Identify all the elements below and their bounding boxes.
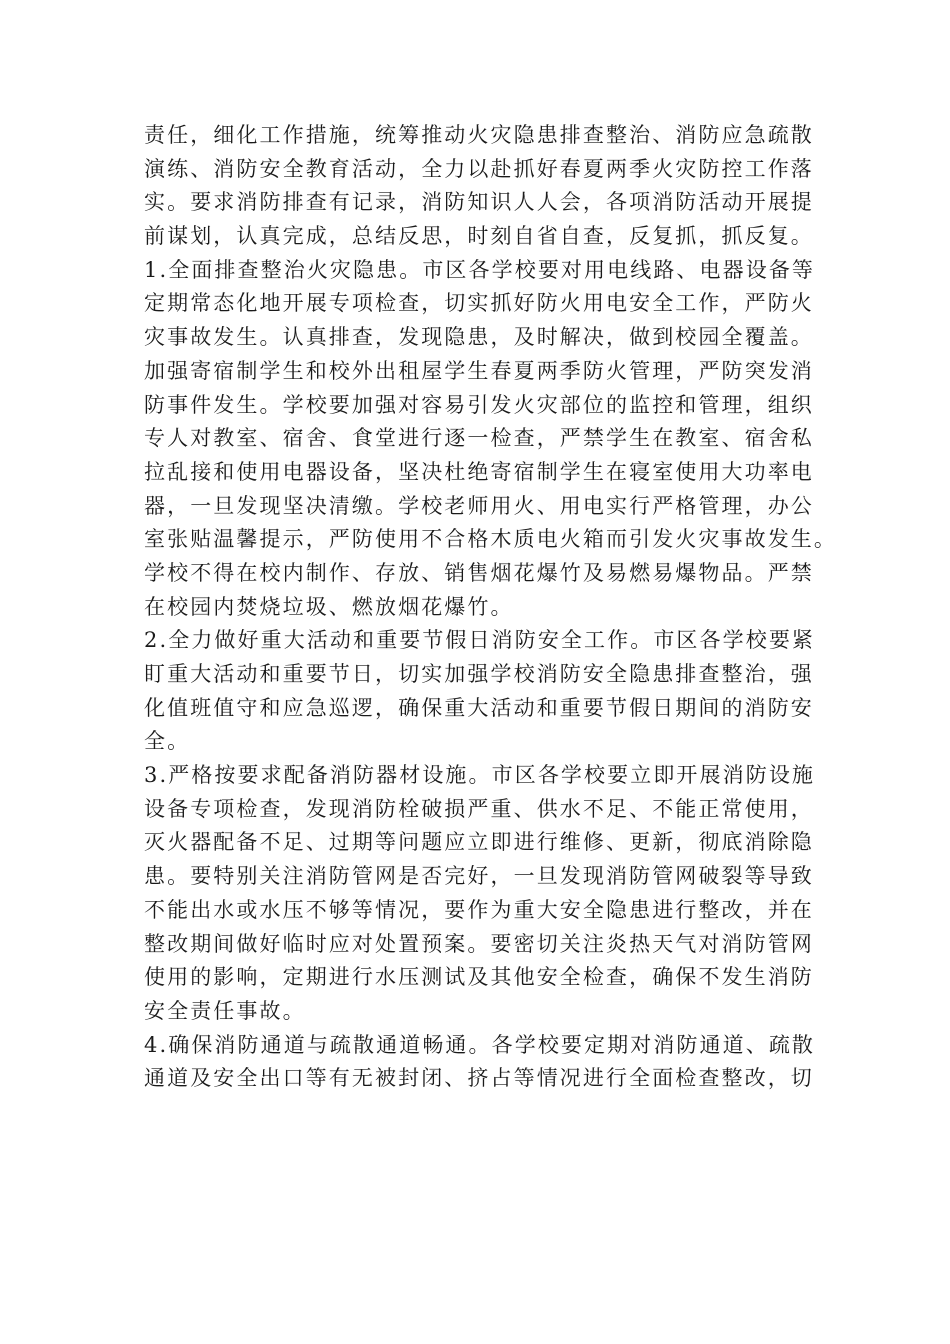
text-line: 专人对教室、宿舍、食堂进行逐一检查，严禁学生在教室、宿舍私 — [144, 426, 814, 451]
text-line: 2.全力做好重大活动和重要节假日消防安全工作。市区各学校要紧 — [144, 628, 816, 653]
text-line: 实。要求消防排查有记录，消防知识人人会，各项消防活动开展提 — [144, 190, 814, 215]
text-line: 灭火器配备不足、过期等问题应立即进行维修、更新，彻底消除隐 — [144, 830, 814, 855]
text-line: 化值班值守和应急巡逻，确保重大活动和重要节假日期间的消防安 — [144, 695, 814, 720]
text-line: 在校园内焚烧垃圾、燃放烟花爆竹。 — [144, 594, 514, 619]
text-line: 4.确保消防通道与疏散通道畅通。各学校要定期对消防通道、疏散 — [144, 1032, 816, 1057]
text-line: 不能出水或水压不够等情况，要作为重大安全隐患进行整改，并在 — [144, 897, 814, 922]
text-line: 定期常态化地开展专项检查，切实抓好防火用电安全工作，严防火 — [144, 291, 814, 316]
text-line: 整改期间做好临时应对处置预案。要密切关注炎热天气对消防管网 — [144, 931, 814, 956]
text-line: 3.严格按要求配备消防器材设施。市区各学校要立即开展消防设施 — [144, 763, 816, 788]
text-line: 盯重大活动和重要节日，切实加强学校消防安全隐患排查整治，强 — [144, 662, 814, 686]
text-line: 防事件发生。学校要加强对容易引发火灾部位的监控和管理，组织 — [144, 392, 814, 417]
text-line: 设备专项检查，发现消防栓破损严重、供水不足、不能正常使用， — [144, 796, 814, 821]
text-line: 全。 — [144, 729, 191, 754]
text-line: 拉乱接和使用电器设备，坚决杜绝寄宿制学生在寝室使用大功率电 — [144, 459, 814, 484]
text-line: 患。要特别关注消防管网是否完好，一旦发现消防管网破裂等导致 — [144, 864, 814, 889]
text-line: 室张贴温馨提示，严防使用不合格木质电火箱而引发火灾事故发生。 — [144, 527, 837, 552]
document-body-text — [144, 119, 837, 1096]
text-line: 责任，细化工作措施，统筹推动火灾隐患排查整治、消防应急疏散 — [144, 123, 814, 147]
text-line: 使用的影响，定期进行水压测试及其他安全检查，确保不发生消防 — [144, 965, 814, 990]
text-line: 器，一旦发现坚决清缴。学校老师用火、用电实行严格管理，办公 — [144, 493, 814, 518]
text-line: 演练、消防安全教育活动，全力以赴抓好春夏两季火灾防控工作落 — [144, 156, 814, 181]
text-line: 加强寄宿制学生和校外出租屋学生春夏两季防火管理，严防突发消 — [144, 358, 814, 383]
text-line: 灾事故发生。认真排查，发现隐患，及时解决，做到校园全覆盖。 — [144, 325, 814, 350]
text-line: 前谋划，认真完成，总结反思，时刻自省自查，反复抓，抓反复。 — [144, 224, 814, 249]
text-line: 学校不得在校内制作、存放、销售烟花爆竹及易燃易爆物品。严禁 — [144, 560, 814, 585]
text-line: 安全责任事故。 — [144, 998, 306, 1023]
text-line: 1.全面排查整治火灾隐患。市区各学校要对用电线路、电器设备等 — [144, 257, 816, 282]
text-line: 通道及安全出口等有无被封闭、挤占等情况进行全面检查整改，切 — [144, 1066, 814, 1091]
